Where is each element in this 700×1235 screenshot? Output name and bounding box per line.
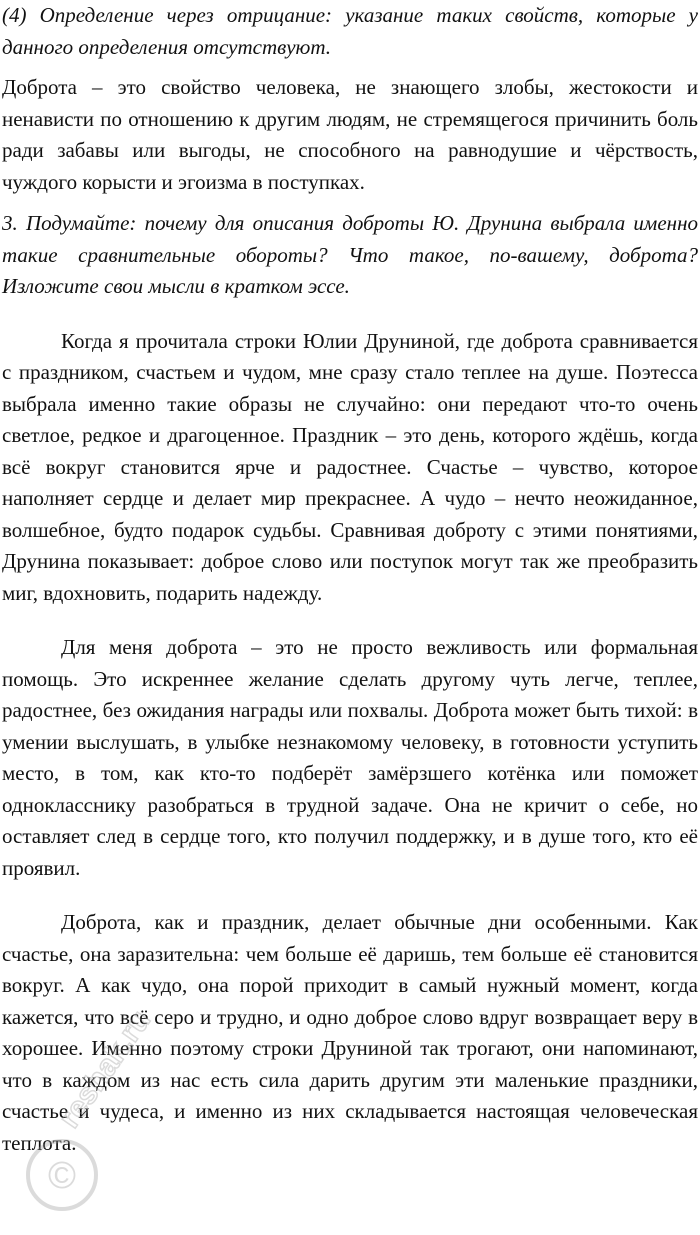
task-3-paragraph: 3. Подумайте: почему для описания доброты Ю. Друнина выбрала именно такие сравнительные обороты? Что такое, по-вашему, доброта? Изложите свои мысли в кратком эссе.	[2, 211, 698, 298]
definition-negation-paragraph: (4) Определение через отрицание: указание таких свойств, которые у данного определения отсутствуют.	[2, 3, 698, 59]
watermark-text: reshak.ru	[52, 1004, 158, 1135]
essay-paragraph-1: Когда я прочитала строки Юлии Друниной, где доброта сравнивается с праздником, счастьем и чудом, мне сразу стало теплее на душе. Поэтесса выбрала именно такие образы не случайно: они передают что-то очень светлое, редкое и драгоценное. Праздник – это день, которого ждёшь, когда всё вокруг становится ярче и радостнее. Счастье – чувство, которое наполняет сердце и делает мир прекраснее. А чудо – нечто неожиданное, волшебное, будто подарок судьбы. Сравнивая доброту с этими понятиями, Друнина показывает: доброе слово или поступок могут так же преобразить миг, вдохновить, подарить надежду.	[2, 328, 698, 605]
watermark-copyright-symbol: ©	[48, 1155, 76, 1197]
kindness-definition-paragraph: Доброта – это свойство человека, не знающего злобы, жестокости и ненависти по отношению к другим людям, не стремящегося причинить боль ради забавы или выгоды, не способного на равнодушие и чёрствость, чуждого корысти и эгоизма в поступках.	[2, 75, 698, 194]
essay-paragraph-3: Доброта, как и праздник, делает обычные дни особенными. Как счастье, она заразительна: чем больше её даришь, тем больше её становится вокруг. А как чудо, она порой приходит в самый нужный момент, когда кажется, что всё серо и трудно, и одно доброе слово вдруг возвращает веру в хорошее. Именно поэтому строки Друниной так трогают, они напоминают, что в каждом из нас есть сила дарить другим эти маленькие праздники, счастье и чудеса, и именно из них складывается настоящая человеческая теплота.	[2, 910, 698, 1155]
essay-paragraph-2: Для меня доброта – это не просто вежливость или формальная помощь. Это искреннее желание сделать другому чуть легче, теплее, радостнее, без ожидания награды или похвалы. Доброта может быть тихой: в умении выслушать, в улыбке незнакомому человеку, в готовности уступить место, в том, как кто-то подберёт замёрзшего котёнка или поможет однокласснику разобраться в трудной задаче. Она не кричит о себе, но оставляет след в сердце того, кто получил поддержку, и в душе того, кто её проявил.	[2, 635, 698, 880]
